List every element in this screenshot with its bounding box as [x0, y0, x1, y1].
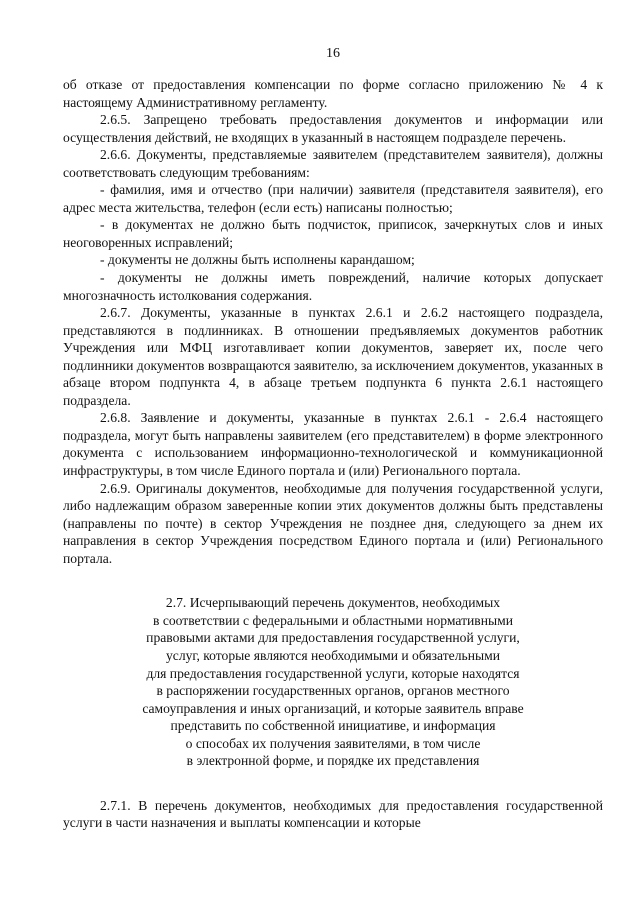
section-heading-line: в распоряжении государственных органов, органов местного [156, 683, 510, 699]
paragraph-2-7-1: 2.7.1. В перечень документов, необходимых для предоставления государственной услуги в части назначения и выплаты компенсации и которые [63, 797, 603, 831]
section-heading-2-7 [63, 594, 603, 769]
requirement-item-no-damage: - документы не должны иметь повреждений, наличие которых допускает многозначность истолкования содержания. [63, 270, 603, 303]
paragraph-2-6-5: 2.6.5. Запрещено требовать предоставления документов и информации или осуществления действий, не входящих в указанный в настоящем подразделе перечень. [63, 112, 603, 145]
paragraph-2-6-8: 2.6.8. Заявление и документы, указанные в пунктах 2.6.1 - 2.6.4 настоящего подраздела, могут быть направлены заявителем (его представителем) в форме электронного документа с использованием информационно-технологической и коммуникационной инфраструктуры, в том числе Единого портала и (или) Регионального портала. [63, 410, 603, 479]
requirement-item-name-address: - фамилия, имя и отчество (при наличии) заявителя (представителя заявителя), его адрес места жительства, телефон (если есть) написаны полностью; [63, 182, 603, 215]
section-heading-line: в соответствии с федеральными и областными нормативными [153, 612, 513, 628]
page-number: 16 [326, 46, 340, 61]
section-heading-line: представить по собственной инициативе, и информация [170, 718, 496, 734]
paragraph-2-6-9: 2.6.9. Оригиналы документов, необходимые для получения государственной услуги, либо надлежащим образом заверенные копии этих документов должны быть представлены (направлены по почте) в сектор Учреждения не позднее дня, следующего за днем их направления в сектор Учреждения посредством Единого портала и (или) Регионального портала. [63, 480, 603, 566]
section-heading-line: правовыми актами для предоставления государственной услуги, [146, 630, 520, 646]
paragraph-2-6-4-continuation: об отказе от предоставления компенсации по форме согласно приложению № 4 к настоящему Административному регламенту. [63, 77, 603, 110]
paragraph-2-6-6: 2.6.6. Документы, представляемые заявителем (представителем заявителя), должны соответствовать следующим требованиям: [63, 147, 603, 180]
section-heading-line: 2.7. Исчерпывающий перечень документов, необходимых [165, 595, 501, 611]
final-body-text [63, 797, 603, 832]
requirement-item-no-pencil: - документы не должны быть исполнены карандашом; [100, 252, 415, 268]
section-heading-line: о способах их получения заявителями, в том числе [185, 735, 481, 751]
paragraph-2-6-7: 2.6.7. Документы, указанные в пунктах 2.6.1 и 2.6.2 настоящего подраздела, представляются в подлинниках. В отношении предъявляемых документов работник Учреждения или МФЦ изготавливает копии документов, заверяет их, после чего подлинники документов возвращаются заявителю, за исключением документов, указанных в абзаце втором подпункта 4, в абзаце третьем подпункта 6 пункта 2.6.1 настоящего подраздела. [63, 305, 603, 408]
section-heading-line: самоуправления и иных организаций, и которые заявитель вправе [142, 700, 524, 716]
section-heading-line: услуг, которые являются необходимыми и обязательными [166, 647, 500, 663]
section-heading-line: для предоставления государственной услуги, которые находятся [146, 665, 520, 681]
main-body-text [63, 76, 603, 567]
section-heading-line: в электронной форме, и порядке их представления [186, 753, 480, 769]
requirement-item-no-corrections: - в документах не должно быть подчисток, приписок, зачеркнутых слов и иных неоговоренных исправлений; [63, 217, 603, 250]
